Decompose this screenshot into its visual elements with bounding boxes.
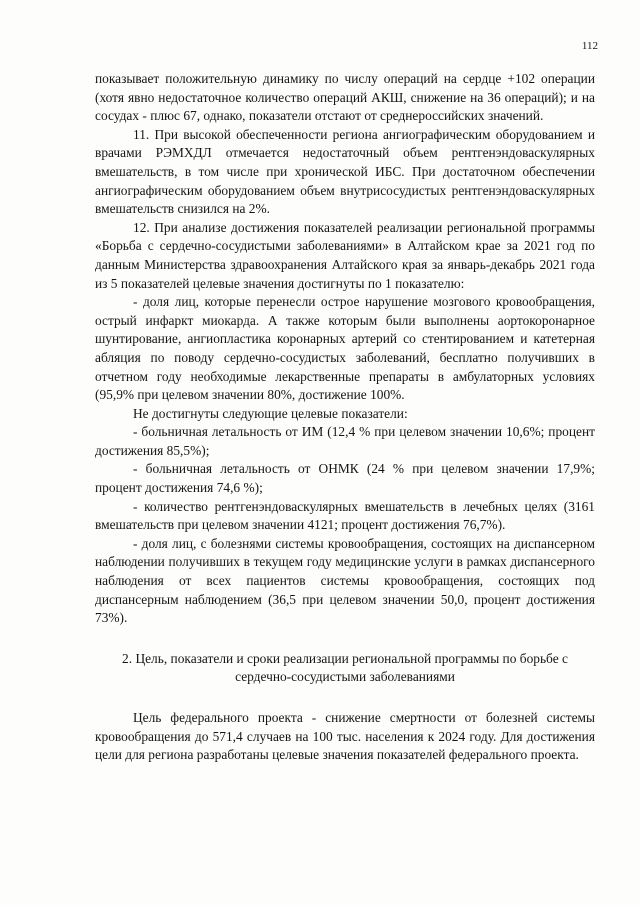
paragraph-operations-dynamics: показывает положительную динамику по числу операций на сердце +102 операции (хотя явно недостаточное количество операций АКШ, снижение на 36 операций); и на сосудах - плюс 67, однако, показатели отстают от среднероссийских значений. [95,71,595,124]
paragraph-11: 11. При высокой обеспеченности региона ангиографическим оборудованием и врачами РЭМХДЛ отмечается недостаточный объем рентгенэндоваскулярных вмешательств, в том числе при хронической ИБС. При достаточном обеспечении ангиографическим оборудованием объем внутрисосудистых рентгенэндоваскулярных вмешательств снизился на 2%. [95,126,595,217]
paragraph-12: 12. При анализе достижения показателей реализации региональной программы «Борьба с сердечно-сосудистыми заболеваниями» в Алтайском крае за 2021 год по данным Министерства здравоохранения Алтайского края за январь-декабрь 2021 года из 5 показателей целевые значения достигнуты по 1 показателю: [95,219,595,291]
list-item-dispensary-share: - доля лиц, с болезнями системы кровообращения, состоящих на диспансерном наблюдении получивших в текущем году медицинские услуги в рамках диспансерного наблюдения от всех пациентов системы кровообращения, состоящих под диспансерным наблюдением (36,5 при целевом значении 50,0, процент достижения 73%). [95,535,595,626]
paragraph-federal-goal: Цель федерального проекта - снижение смертности от болезней системы кровообращения до 571,4 случаев на 100 тыс. населения к 2024 году. Для достижения цели для региона разработаны целевые значения показателей федерального проекта. [95,710,595,763]
list-item-mortality-mi: - больничная летальность от ИМ (12,4 % при целевом значении 10,6%; процент достижения 85,5%); [95,424,595,458]
list-item-endovascular-count: - количество рентгенэндоваскулярных вмешательств в лечебных целях (3161 вмешательств при целевом значении 4121; процент достижения 76,7%). [95,498,595,533]
list-item-mortality-stroke: - больничная летальность от ОНМК (24 % при целевом значении 17,9%; процент достижения 74,6 %); [95,461,595,496]
section-heading: 2. Цель, показатели и сроки реализации региональной программы по борьбе с сердечно-сосудистыми заболеваниями [122,650,568,685]
paragraph-not-achieved-intro: Не достигнуты следующие целевые показатели: [133,405,408,421]
page-number: 112 [581,40,598,52]
list-item-achieved-indicator: - доля лиц, которые перенесли острое нарушение мозгового кровообращения, острый инфаркт миокарда. А также которым были выполнены аортокоронарное шунтирование, ангиопластика коронарных артерий со стентированием и катетерная абляция по поводу сердечно-сосудистых заболеваний, бесплатно получивших в отчетном году необходимые лекарственные препараты в амбулаторных условиях (95,9% при целевом значении 80%, достижение 100%. [95,294,595,403]
document-body [95,70,595,765]
